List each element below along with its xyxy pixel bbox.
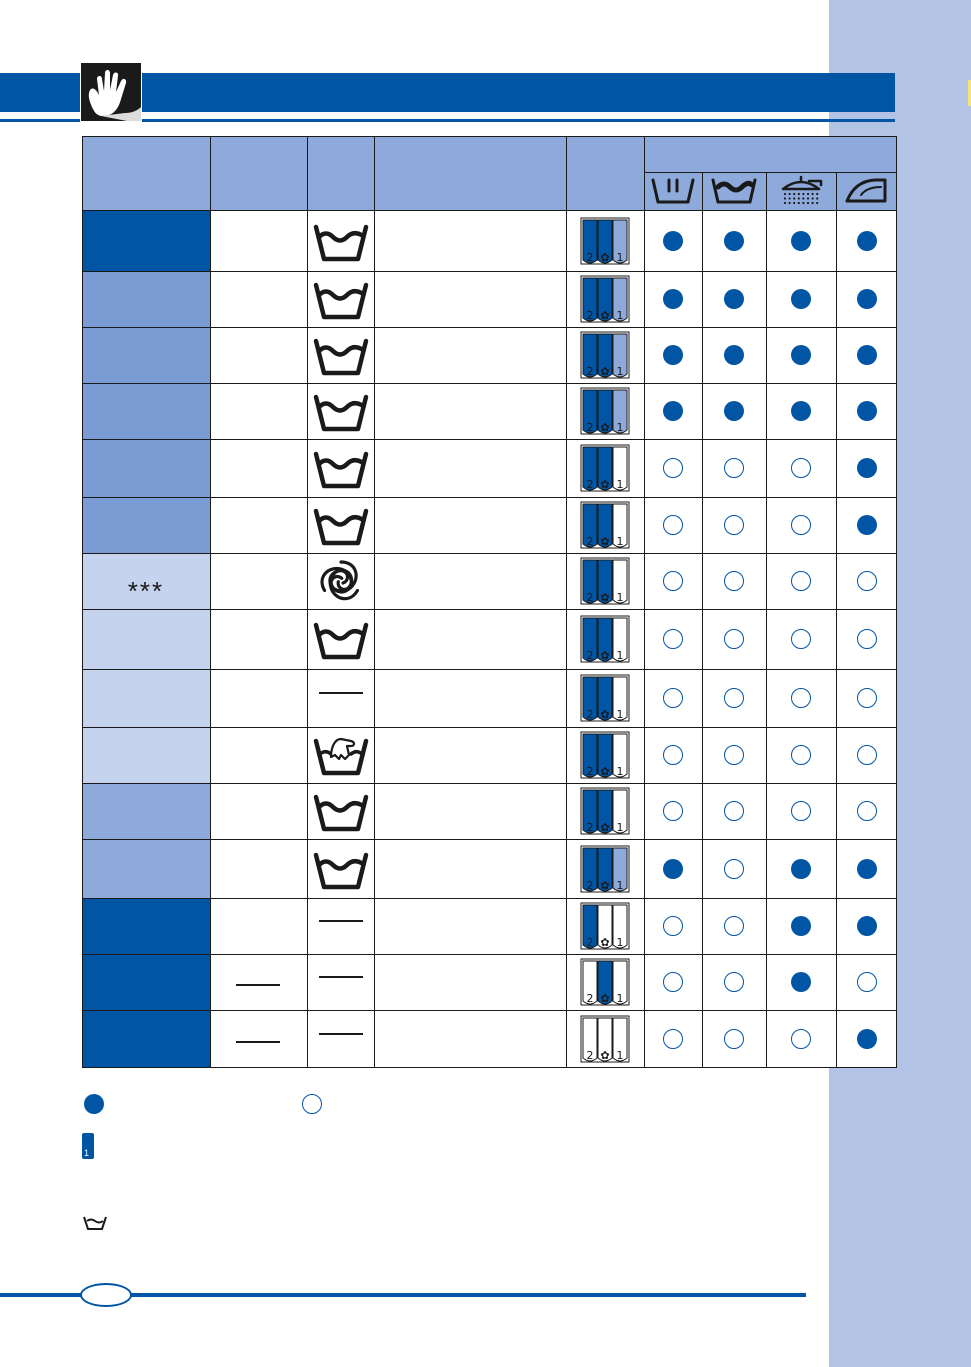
drawer-compartment-label: 1 [616, 535, 624, 548]
empty-dot-icon [724, 745, 744, 765]
drawer-compartment-label: 1 [616, 649, 624, 662]
drawer-compartment-label: 1 [616, 1049, 624, 1062]
drawer-compartment-label: ✿ [600, 365, 610, 378]
row-divider [82, 271, 897, 272]
empty-dot-icon [663, 745, 683, 765]
drawer-compartment-label: 2 [586, 649, 594, 662]
legend-compartment-icon [82, 1133, 94, 1159]
detergent-drawer-icon [579, 614, 631, 666]
legend-tub-icon [82, 1215, 108, 1236]
empty-dot-icon [663, 458, 683, 478]
filled-dot-icon [791, 289, 811, 309]
filled-dot-icon [724, 289, 744, 309]
care-symbol-svg [311, 333, 371, 377]
row-divider [82, 210, 897, 211]
column-divider [307, 136, 308, 1068]
detergent-drawer-svg [579, 957, 631, 1009]
program-name-label: *** [127, 576, 165, 606]
empty-dot-icon [724, 801, 744, 821]
drawer-compartment-label: ✿ [600, 821, 610, 834]
legend-empty-dot-icon [302, 1094, 322, 1114]
wash-tub-symbol-icon [311, 617, 371, 661]
care-symbol-svg [311, 277, 371, 321]
wavy-water-tub-icon-svg [708, 175, 760, 207]
filled-dot-icon [857, 1029, 877, 1049]
drawer-compartment-label: ✿ [600, 421, 610, 434]
program-name-cell [82, 553, 210, 609]
drawer-compartment-label: 2 [586, 365, 594, 378]
empty-dot-icon [663, 688, 683, 708]
header-subrule [644, 172, 897, 173]
column-divider [374, 136, 375, 1068]
program-name-cell [82, 210, 210, 271]
filled-dot-icon [663, 289, 683, 309]
detergent-drawer-icon [579, 1014, 631, 1066]
drawer-compartment-label: ✿ [600, 936, 610, 949]
detergent-drawer-svg [579, 216, 631, 268]
wash-tub-symbol-icon [311, 847, 371, 891]
care-symbol-svg [311, 503, 371, 547]
legend-filled-dot-icon [84, 1094, 104, 1114]
care-symbol-svg [311, 446, 371, 490]
drawer-compartment-label: ✿ [600, 591, 610, 604]
empty-dot-icon [857, 972, 877, 992]
empty-dot-icon [724, 571, 744, 591]
row-divider [82, 783, 897, 784]
row-divider [82, 898, 897, 899]
shower-icon [775, 175, 827, 207]
temperature-dash [236, 984, 280, 986]
empty-dot-icon [724, 629, 744, 649]
care-symbol-svg [311, 389, 371, 433]
drawer-compartment-label: 1 [616, 708, 624, 721]
row-divider [82, 609, 897, 610]
empty-dot-icon [791, 1029, 811, 1049]
filled-dot-icon [857, 916, 877, 936]
detergent-drawer-icon [579, 330, 631, 382]
drawer-compartment-label: 2 [586, 708, 594, 721]
program-name-cell [82, 839, 210, 898]
wash-tub-icon [647, 175, 699, 207]
wash-tub-symbol-icon [311, 446, 371, 490]
empty-dot-icon [663, 629, 683, 649]
legend-compartment-label: 1 [84, 1148, 90, 1158]
detergent-drawer-icon [579, 500, 631, 552]
drawer-compartment-label: ✿ [600, 765, 610, 778]
drawer-compartment-label: 2 [586, 1049, 594, 1062]
program-name-cell [82, 669, 210, 727]
wash-tub-symbol-icon [311, 277, 371, 321]
drawer-compartment-label: 2 [586, 992, 594, 1005]
column-divider [210, 136, 211, 1068]
program-name-cell [82, 609, 210, 669]
row-divider [82, 439, 897, 440]
drawer-compartment-label: 2 [586, 535, 594, 548]
drawer-compartment-label: ✿ [600, 250, 610, 264]
drawer-compartment-label: 1 [616, 309, 624, 322]
empty-dot-icon [724, 916, 744, 936]
program-name-cell [82, 383, 210, 439]
row-divider [82, 839, 897, 840]
detergent-drawer-icon [579, 274, 631, 326]
detergent-drawer-icon [579, 673, 631, 725]
empty-dot-icon [663, 972, 683, 992]
filled-dot-icon [663, 345, 683, 365]
filled-dot-icon [663, 859, 683, 879]
drawer-compartment-label: 1 [616, 992, 624, 1005]
detergent-drawer-svg [579, 500, 631, 552]
detergent-drawer-icon [579, 386, 631, 438]
drawer-compartment-label: 1 [616, 591, 624, 604]
drawer-compartment-label: ✿ [600, 649, 610, 662]
wool-mark-icon [311, 559, 371, 603]
empty-dot-icon [663, 515, 683, 535]
filled-dot-icon [724, 345, 744, 365]
care-symbol-svg [311, 559, 371, 603]
column-divider [836, 172, 837, 1068]
column-divider [766, 172, 767, 1068]
care-symbol-svg [311, 617, 371, 661]
empty-dot-icon [724, 515, 744, 535]
drawer-compartment-label: 2 [586, 309, 594, 322]
filled-dot-icon [857, 859, 877, 879]
program-name-cell [82, 954, 210, 1010]
drawer-compartment-label: 1 [616, 936, 624, 949]
drawer-compartment-label: ✿ [600, 992, 610, 1005]
row-divider [82, 383, 897, 384]
drawer-compartment-label: 2 [586, 478, 594, 491]
empty-dot-icon [663, 1029, 683, 1049]
empty-dot-icon [857, 629, 877, 649]
no-symbol-dash [319, 692, 363, 694]
filled-dot-icon [663, 231, 683, 251]
detergent-drawer-svg [579, 786, 631, 838]
filled-dot-icon [791, 972, 811, 992]
empty-dot-icon [857, 571, 877, 591]
drawer-compartment-label: 1 [616, 478, 624, 491]
detergent-drawer-svg [579, 844, 631, 896]
empty-dot-icon [663, 916, 683, 936]
drawer-compartment-label: 1 [616, 365, 624, 378]
hand-wash-tub-icon [311, 733, 371, 777]
detergent-drawer-svg [579, 443, 631, 495]
no-symbol-dash [319, 920, 363, 922]
empty-dot-icon [724, 972, 744, 992]
drawer-compartment-label: ✿ [600, 478, 610, 491]
wash-tub-symbol-icon [311, 503, 371, 547]
row-divider [82, 497, 897, 498]
detergent-drawer-svg [579, 386, 631, 438]
empty-dot-icon [791, 629, 811, 649]
detergent-drawer-icon [579, 730, 631, 782]
filled-dot-icon [857, 345, 877, 365]
detergent-drawer-icon [579, 216, 631, 268]
temperature-dash [236, 1041, 280, 1043]
detergent-drawer-svg [579, 614, 631, 666]
program-name-cell [82, 1010, 210, 1068]
detergent-drawer-svg [579, 274, 631, 326]
care-symbol-svg [311, 219, 371, 263]
drawer-compartment-label: ✿ [600, 309, 610, 322]
detergent-drawer-svg [579, 330, 631, 382]
wavy-water-tub-icon [708, 175, 760, 207]
no-symbol-dash [319, 976, 363, 978]
program-name-cell [82, 327, 210, 383]
row-divider [82, 727, 897, 728]
drawer-compartment-label: ✿ [600, 1049, 610, 1062]
program-name-cell [82, 727, 210, 783]
drawer-compartment-label: 2 [586, 936, 594, 949]
detergent-drawer-svg [579, 1014, 631, 1066]
wash-tub-symbol-icon [311, 333, 371, 377]
drawer-compartment-label: 2 [586, 878, 594, 892]
column-divider [644, 136, 645, 1068]
drawer-compartment-label: ✿ [600, 878, 610, 892]
column-divider [566, 136, 567, 1068]
empty-dot-icon [791, 745, 811, 765]
empty-dot-icon [791, 515, 811, 535]
filled-dot-icon [791, 859, 811, 879]
care-symbol-svg [311, 733, 371, 777]
filled-dot-icon [791, 916, 811, 936]
empty-dot-icon [724, 688, 744, 708]
wash-tub-symbol-icon [311, 389, 371, 433]
filled-dot-icon [857, 458, 877, 478]
empty-dot-icon [857, 688, 877, 708]
empty-dot-icon [857, 745, 877, 765]
detergent-drawer-svg [579, 673, 631, 725]
drawer-compartment-label: 2 [586, 250, 594, 264]
filled-dot-icon [857, 401, 877, 421]
filled-dot-icon [791, 401, 811, 421]
program-name-cell [82, 439, 210, 497]
column-divider [702, 172, 703, 1068]
empty-dot-icon [724, 859, 744, 879]
drawer-compartment-label: 2 [586, 591, 594, 604]
program-name-cell [82, 783, 210, 839]
row-divider [82, 1010, 897, 1011]
filled-dot-icon [724, 401, 744, 421]
drawer-compartment-label: 2 [586, 765, 594, 778]
wash-tub-symbol-icon [311, 789, 371, 833]
care-symbol-svg [311, 847, 371, 891]
detergent-drawer-icon [579, 901, 631, 953]
filled-dot-icon [857, 515, 877, 535]
drawer-compartment-label: ✿ [600, 708, 610, 721]
program-name-cell [82, 497, 210, 553]
empty-dot-icon [663, 571, 683, 591]
empty-dot-icon [724, 1029, 744, 1049]
detergent-drawer-svg [579, 901, 631, 953]
empty-dot-icon [791, 688, 811, 708]
drawer-compartment-label: 2 [586, 421, 594, 434]
filled-dot-icon [791, 231, 811, 251]
wash-tub-symbol-icon [311, 219, 371, 263]
detergent-drawer-svg [579, 556, 631, 608]
iron-icon-svg [841, 175, 893, 207]
empty-dot-icon [857, 801, 877, 821]
drawer-compartment-label: 1 [616, 765, 624, 778]
detergent-drawer-svg [579, 730, 631, 782]
hand-icon [80, 62, 142, 122]
page-number-badge [80, 1283, 132, 1307]
filled-dot-icon [791, 345, 811, 365]
detergent-drawer-icon [579, 957, 631, 1009]
drawer-compartment-label: 1 [616, 878, 624, 892]
filled-dot-icon [724, 231, 744, 251]
empty-dot-icon [791, 571, 811, 591]
row-divider [82, 553, 897, 554]
empty-dot-icon [791, 801, 811, 821]
empty-dot-icon [791, 458, 811, 478]
detergent-drawer-icon [579, 786, 631, 838]
row-divider [82, 327, 897, 328]
care-symbol-svg [311, 789, 371, 833]
detergent-drawer-icon [579, 556, 631, 608]
detergent-drawer-icon [579, 443, 631, 495]
empty-dot-icon [663, 801, 683, 821]
no-symbol-dash [319, 1033, 363, 1035]
shower-icon-svg [775, 175, 827, 207]
drawer-compartment-label: 1 [616, 421, 624, 434]
wash-program-table [82, 136, 897, 1068]
filled-dot-icon [857, 231, 877, 251]
filled-dot-icon [663, 401, 683, 421]
detergent-drawer-icon [579, 844, 631, 896]
drawer-compartment-label: ✿ [600, 535, 610, 548]
row-divider [82, 669, 897, 670]
drawer-compartment-label: 1 [616, 821, 624, 834]
wash-tub-icon-svg [647, 175, 699, 207]
iron-icon [841, 175, 893, 207]
filled-dot-icon [857, 289, 877, 309]
program-name-cell [82, 898, 210, 954]
drawer-compartment-label: 1 [616, 250, 624, 264]
row-divider [82, 954, 897, 955]
empty-dot-icon [724, 458, 744, 478]
program-name-cell [82, 271, 210, 327]
drawer-compartment-label: 2 [586, 821, 594, 834]
